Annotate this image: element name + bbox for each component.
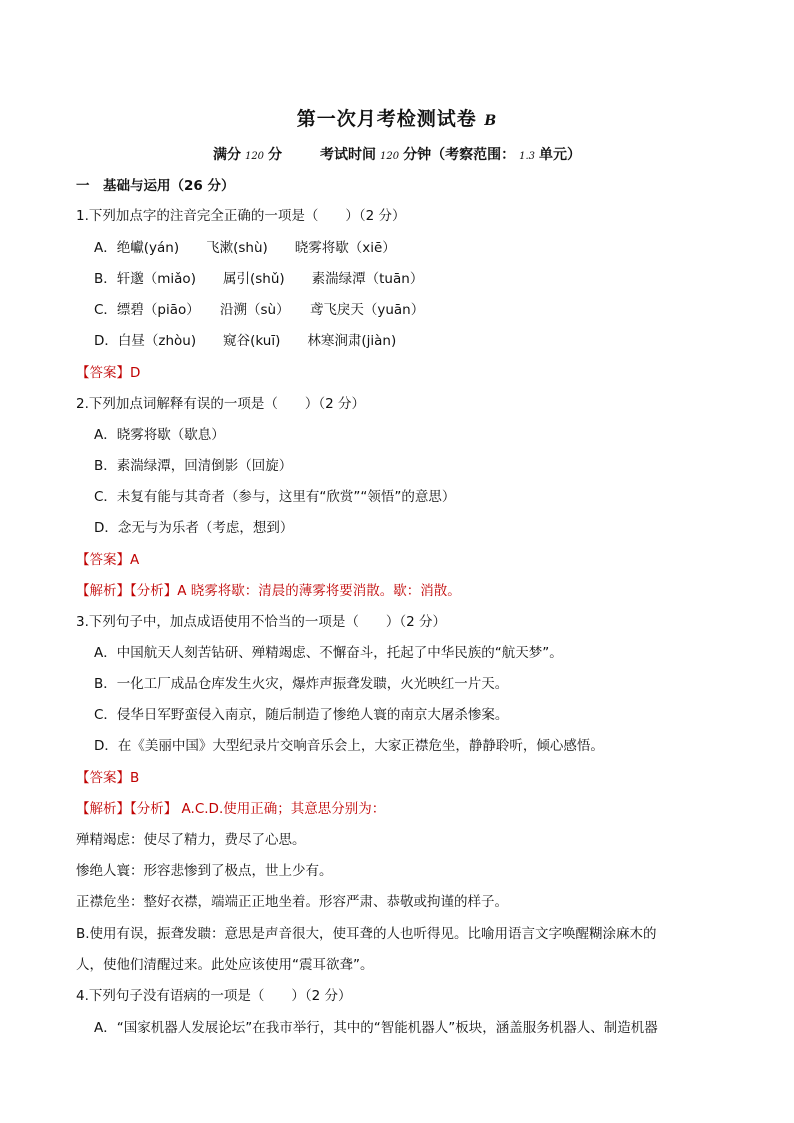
scope-value: 1.3 — [519, 151, 536, 162]
question-3-answer — [76, 768, 724, 788]
analysis-text: A 晓雾将歇：清晨的薄雾将要消散。歇：消散。 — [177, 583, 461, 599]
question-1-option-d: D．白昼（zhòu) 窥谷(kuī) 林寒涧肃(jiàn) — [94, 333, 397, 349]
analysis-text: A.C.D.使用正确；其意思分别为： — [177, 801, 386, 817]
analysis-label: 【解析】【分析】 — [76, 801, 178, 817]
question-3-option-d: D．在《美丽中国》大型纪录片交响音乐会上，大家正襟危坐，静静聆听，倾心感悟。 — [94, 738, 604, 754]
question-1-option-b: B．轩邈（miǎo) 属引(shǔ) 素湍绿潭（tuān） — [94, 271, 424, 287]
question-2-option-d: D．念无与为乐者（考虑，想到） — [94, 520, 294, 536]
question-3-analysis — [76, 799, 724, 819]
question-3-stem: 3.下列句子中，加点成语使用不恰当的一项是（ ）（2 分） — [76, 614, 447, 630]
question-3-option-c: C．侵华日军野蛮侵入南京，随后制造了惨绝人寰的南京大屠杀惨案。 — [94, 707, 509, 723]
time-value: 120 — [380, 151, 400, 162]
question-4-stem: 4.下列句子没有语病的一项是（ ）（2 分） — [76, 988, 352, 1004]
question-2-option-a: A．晓雾将歇（歇息） — [94, 427, 225, 443]
question-4-option-a: A．“国家机器人发展论坛”在我市举行，其中的“智能机器人”板块，涵盖服务机器人、制造机器 — [94, 1020, 658, 1036]
section-title: 一 基础与运用（26 分） — [76, 178, 235, 194]
page-title — [0, 104, 794, 131]
scope-unit: 单元） — [539, 147, 582, 163]
question-3-note-1: 殚精竭虑：使尽了精力，费尽了心思。 — [76, 832, 306, 848]
title-suffix: B — [484, 113, 498, 129]
question-3-note-4: B.使用有误，振聋发聩：意思是声音很大，使耳聋的人也听得见。比喻用语言文字唤醒糊涂麻木的 — [76, 926, 657, 942]
question-2-option-b: B．素湍绿潭，回清倒影（回旋） — [94, 458, 293, 474]
question-1-option-a: A．绝巘(yán) 飞漱(shù) 晓雾将歇（xiē） — [94, 240, 396, 256]
question-1-answer — [76, 363, 724, 383]
score-unit: 分 — [268, 147, 283, 163]
question-2-answer — [76, 550, 724, 570]
answer-value: D — [130, 365, 141, 381]
question-3-note-2: 惨绝人寰：形容悲惨到了极点，世上少有。 — [76, 863, 333, 879]
answer-label: 【答案】 — [76, 552, 130, 568]
question-1-option-c: C．缥碧（piāo） 沿溯（sù） 鸢飞戾天（yuān） — [94, 302, 425, 318]
full-score-label: 满分 — [212, 147, 241, 163]
answer-value: A — [130, 552, 140, 568]
question-3-option-b: B．一化工厂成品仓库发生火灾，爆炸声振聋发聩，火光映红一片天。 — [94, 676, 509, 692]
question-2-stem: 2.下列加点词解释有误的一项是（ ）（2 分） — [76, 396, 366, 412]
question-3-note-3: 正襟危坐：整好衣襟，端端正正地坐着。形容严肃、恭敬或拘谨的样子。 — [76, 894, 508, 910]
answer-value: B — [130, 770, 140, 786]
full-score-value: 120 — [244, 151, 265, 162]
question-1-stem: 1.下列加点字的注音完全正确的一项是（ ）（2 分） — [76, 208, 406, 224]
analysis-label: 【解析】【分析】 — [76, 583, 178, 599]
answer-label: 【答案】 — [76, 770, 130, 786]
title-text: 第一次月考检测试卷 — [296, 108, 477, 130]
question-3-note-5: 人，使他们清醒过来。此处应该使用“震耳欲聋”。 — [76, 957, 374, 973]
question-2-option-c: C．未复有能与其奇者（参与，这里有“欣赏”“领悟”的意思） — [94, 489, 456, 505]
time-label: 考试时间 — [320, 147, 377, 163]
question-2-analysis — [76, 581, 724, 601]
time-unit: 分钟（考察范围： — [403, 147, 516, 163]
question-3-option-a: A．中国航天人刻苦钻研、殚精竭虑、不懈奋斗，托起了中华民族的“航天梦”。 — [94, 645, 563, 661]
answer-label: 【答案】 — [76, 365, 130, 381]
exam-info — [0, 144, 794, 164]
